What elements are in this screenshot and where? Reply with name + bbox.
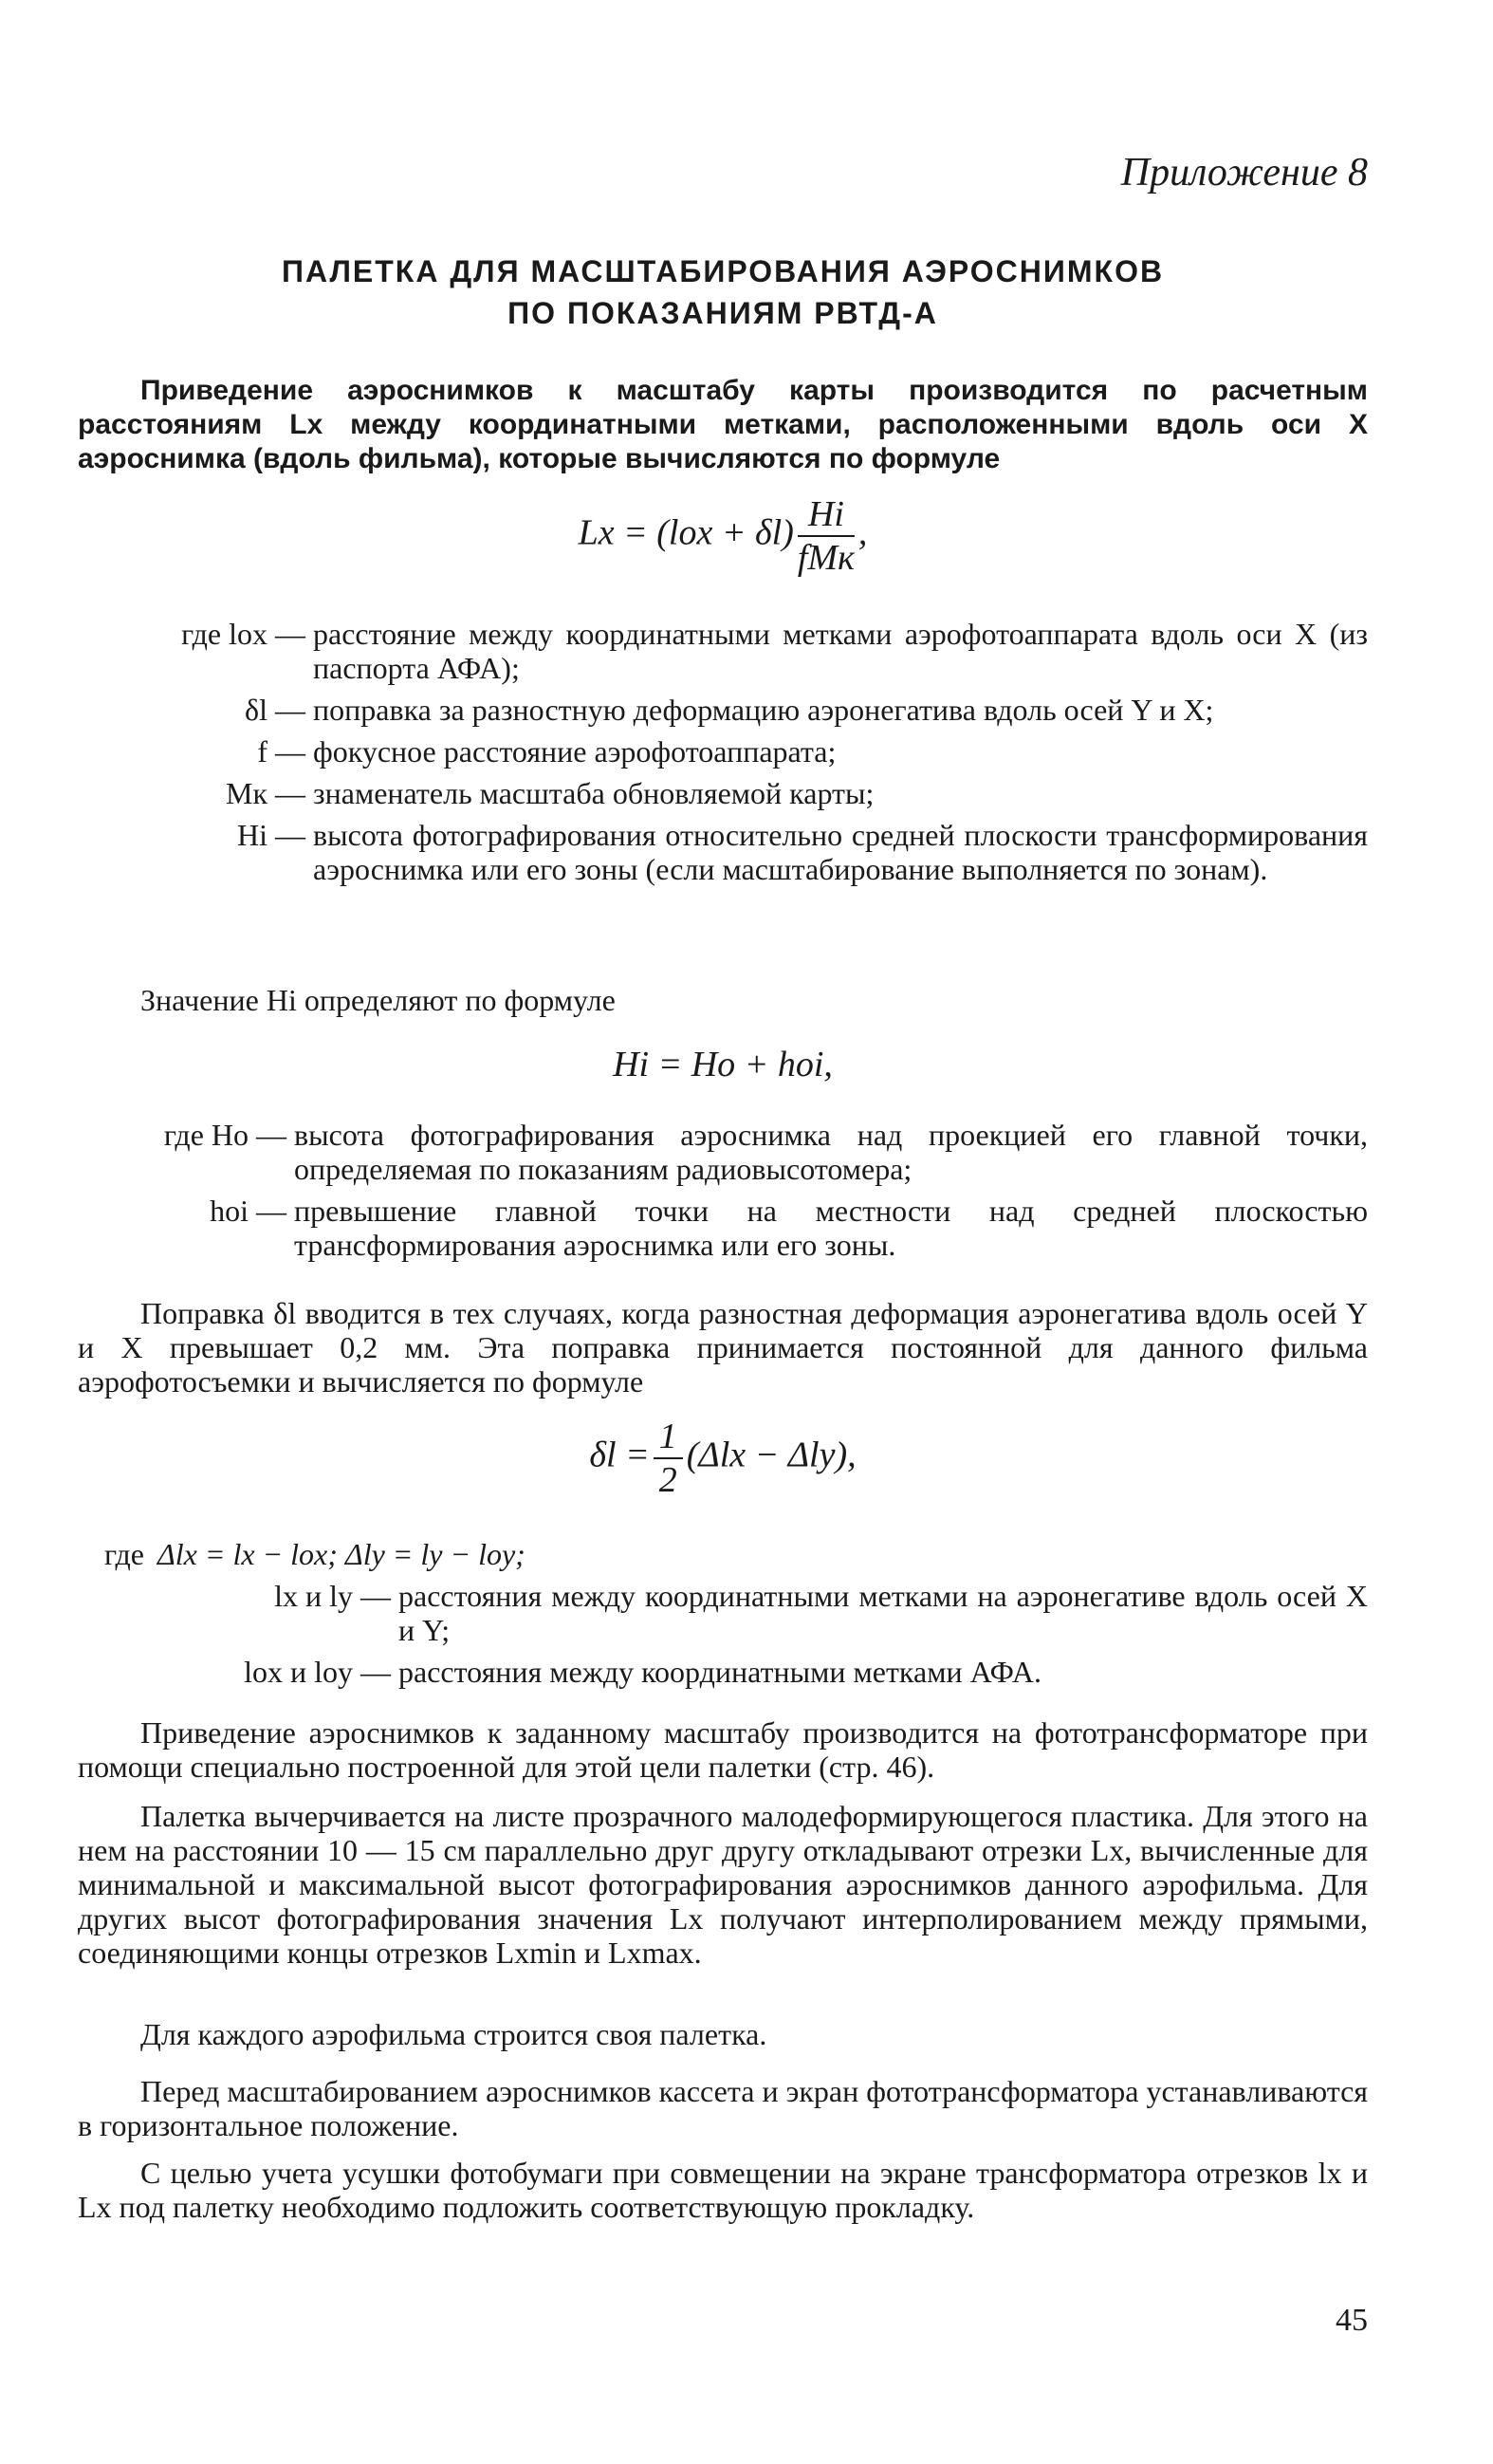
definition-term: Mк — (226, 776, 305, 810)
definition-row (78, 1118, 1368, 1186)
formula-delta (78, 1416, 1368, 1501)
definitions-2 (78, 1118, 1368, 1269)
definition-row (78, 693, 1368, 727)
title-line-1: ПАЛЕТКА ДЛЯ МАСШТАБИРОВАНИЯ АЭРОСНИМКОВ (281, 254, 1165, 288)
document-page (78, 0, 1368, 2464)
definition-desc: знаменатель масштаба обновляемой карты; (313, 776, 875, 810)
definition-row (78, 1537, 1368, 1571)
definition-row (78, 617, 1368, 685)
definition-row (78, 818, 1368, 886)
formula-lx (78, 493, 1368, 579)
formula-lx-fraction (798, 493, 855, 579)
correction-paragraph: Поправка δl вводится в тех случаях, когда разностная деформация аэронегатива вдоль осей Y и X превышает 0,2 мм. Эта поправка принимается постоянной для данного фильма аэрофотосъемки и вычисляется по формуле (78, 1296, 1368, 1399)
formula-delta-lhs: δl = (589, 1435, 650, 1475)
appendix-label: Приложение 8 (1120, 151, 1368, 195)
definition-desc: высота фотографирования относительно средней плоскости трансформирования аэроснимка или его зоны (если масштабирование выполняется по зонам). (313, 818, 1368, 886)
definitions-3 (78, 1537, 1368, 1696)
formula-delta-denominator: 2 (658, 1460, 677, 1500)
definition-desc: превышение главной точки на местности над средней плоскостью трансформирования аэроснимка или его зоны. (294, 1194, 1368, 1262)
definition-desc: расстояния между координатными метками на аэронегативе вдоль осей X и Y; (398, 1579, 1368, 1647)
definition-row (78, 734, 1368, 769)
definition-term: где Ho — (163, 1118, 286, 1152)
definitions-1 (78, 617, 1368, 894)
definition-term: где (103, 1537, 144, 1571)
formula-delta-numerator: 1 (654, 1416, 683, 1459)
definition-row (78, 1655, 1368, 1689)
intro-paragraph: Приведение аэроснимков к масштабу карты производится по расчетным расстояниям Lx между координатными метками, расположенными вдоль оси X аэроснимка (вдоль фильма), которые вычисляются по формуле (78, 375, 1368, 474)
title-line-2: ПО ПОКАЗАНИЯМ РВТД-А (507, 296, 938, 330)
definition-row (78, 1194, 1368, 1262)
hi-intro: Значение Hi определяют по формуле (140, 983, 616, 1017)
definition-desc: расстояние между координатными метками аэрофотоаппарата вдоль оси X (из паспорта АФА); (313, 617, 1368, 685)
formula-lx-tail: , (857, 512, 868, 553)
transformer-paragraph: Приведение аэроснимков к заданному масштабу производится на фототрансформаторе при помощи специально построенной для этой цели палетки (стр. 46). (78, 1715, 1368, 1784)
before-scaling-paragraph: Перед масштабированием аэроснимков кассета и экран фототрансформатора устанавливаются в горизонтальное положение. (78, 2074, 1368, 2142)
formula-delta-tail: (Δlx − Δly), (686, 1435, 857, 1475)
definition-term: f — (257, 734, 305, 769)
formula-lx-denominator: fMк (797, 538, 855, 578)
definition-term: где lox — (181, 617, 305, 651)
formula-delta-fraction (654, 1416, 683, 1501)
definition-term: lox и loy — (244, 1655, 391, 1689)
formula-hi: Hi = Ho + hoi, (613, 1045, 833, 1084)
definition-desc: поправка за разностную деформацию аэронегатива вдоль осей Y и X; (313, 693, 1214, 727)
shrinkage-paragraph: С целью учета усушки фотобумаги при совмещении на экране трансформатора отрезков lx и Lx под палетку необходимо подложить соответствующую прокладку. (78, 2156, 1368, 2224)
definition-term: δl — (245, 693, 305, 727)
definition-row (78, 776, 1368, 810)
page-number: 45 (1336, 2303, 1368, 2338)
each-film-paragraph: Для каждого аэрофильма строится своя палетка. (140, 2017, 767, 2051)
definition-term: lx и ly — (274, 1579, 391, 1613)
drawing-paragraph: Палетка вычерчивается на листе прозрачного малодеформирующегося пластика. Для этого на нем на расстоянии 10 — 15 см параллельно друг другу откладывают отрезки Lx, вычисленные для минимальной и максимальной высот фотографирования аэроснимков данного аэрофильма. Для других высот фотографирования значения Lx получают интерполированием между прямыми, соединяющими концы отрезков Lxmin и Lxmax. (78, 1799, 1368, 1970)
definition-desc: Δlx = lx − lox; Δly = ly − loy; (157, 1537, 525, 1571)
definition-term: hoi — (210, 1194, 286, 1228)
formula-lx-numerator: Hi (798, 493, 855, 537)
definition-row (78, 1579, 1368, 1647)
definition-desc: высота фотографирования аэроснимка над проекцией его главной точки, определяемая по показаниям радиовысотомера; (294, 1118, 1368, 1186)
definition-term: Hi — (237, 818, 305, 852)
definition-desc: фокусное расстояние аэрофотоаппарата; (313, 734, 837, 769)
definition-desc: расстояния между координатными метками АФА. (398, 1655, 1042, 1689)
formula-lx-lhs: Lx = (lox + δl) (578, 512, 794, 553)
